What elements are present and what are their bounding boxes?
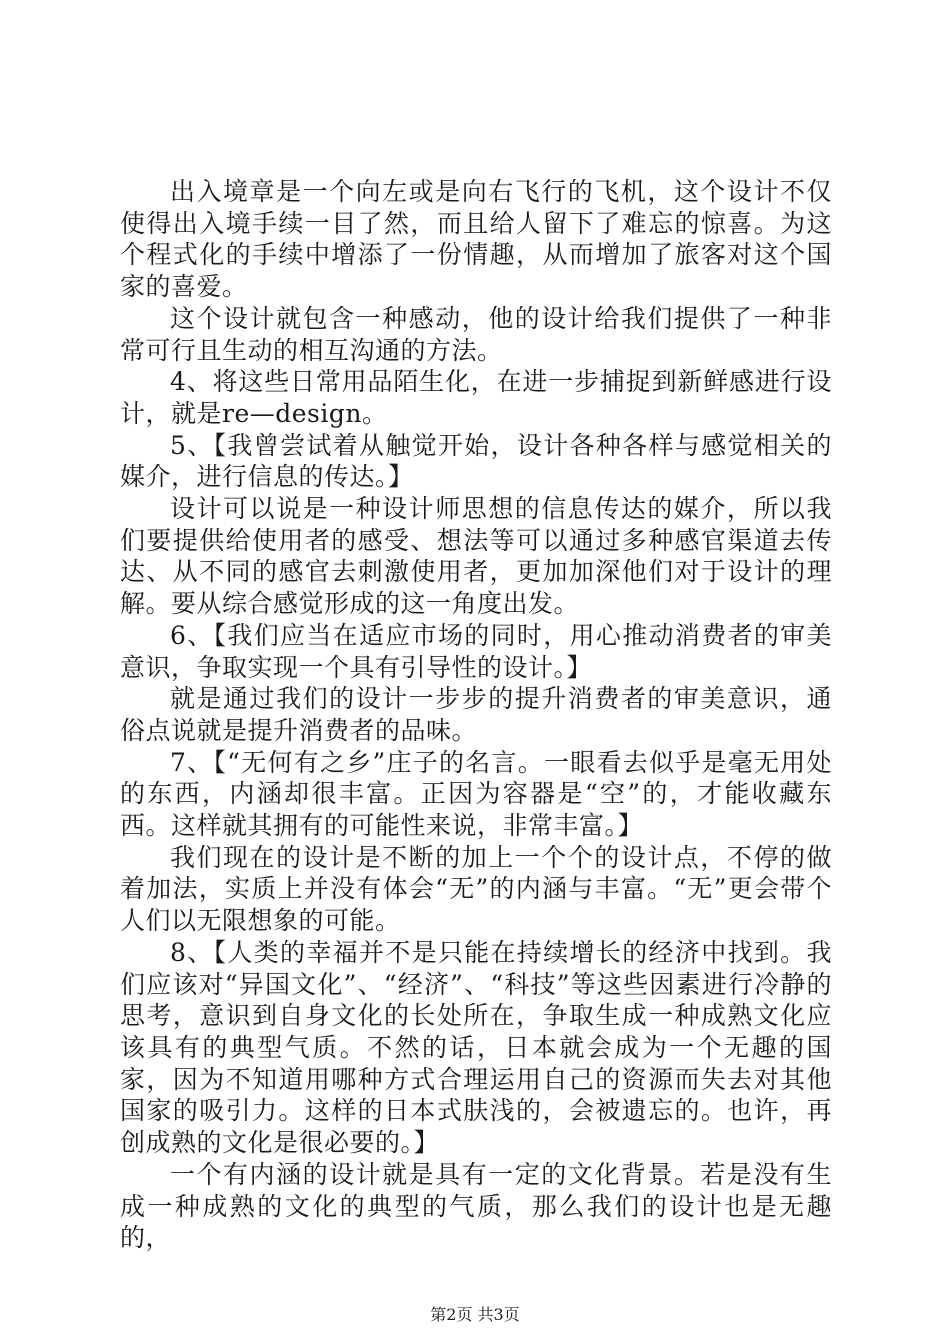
paragraph: 8、【人类的幸福并不是只能在持续增长的经济中找到。我们应该对“异国文化”、“经济”、“科技”等这些因素进行冷静的思考，意识到自身文化的长处所在，争取生成一种成熟文化应该具有的典型气质。不然的话，日本就会成为一个无趣的国家，因为不知道用哪种方式合理运用自己的资源而失去对其他国家的吸引力。这样的日本式肤浅的，会被遗忘的。也许，再创成熟的文化是很必要的。】: [120, 937, 832, 1158]
paragraph: 这个设计就包含一种感动，他的设计给我们提供了一种非常可行且生动的相互沟通的方法。: [120, 303, 832, 365]
paragraph: 6、【我们应当在适应市场的同时，用心推动消费者的审美意识，争取实现一个具有引导性的设计。】: [120, 620, 832, 682]
paragraph: 我们现在的设计是不断的加上一个个的设计点，不停的做着加法，实质上并没有体会“无”的内涵与丰富。“无”更会带个人们以无限想象的可能。: [120, 842, 832, 936]
document-body: [120, 176, 832, 1254]
page-number-footer: 第2页 共3页: [430, 1305, 520, 1324]
paragraph: 5、【我曾尝试着从触觉开始，设计各种各样与感觉相关的媒介，进行信息的传达。】: [120, 430, 832, 492]
paragraph: 设计可以说是一种设计师思想的信息传达的媒介，所以我们要提供给使用者的感受、想法等可以通过多种感官渠道去传达、从不同的感官去刺激使用者，更加加深他们对于设计的理解。要从综合感觉形成的这一角度出发。: [120, 494, 832, 619]
paragraph: 出入境章是一个向左或是向右飞行的飞机，这个设计不仅使得出入境手续一目了然，而且给人留下了难忘的惊喜。为这个程式化的手续中增添了一份情趣，从而增加了旅客对这个国家的喜爱。: [120, 177, 832, 302]
paragraph: 一个有内涵的设计就是具有一定的文化背景。若是没有生成一种成熟的文化的典型的气质，那么我们的设计也是无趣的，: [120, 1159, 832, 1253]
paragraph: 就是通过我们的设计一步步的提升消费者的审美意识，通俗点说就是提升消费者的品味。: [120, 684, 832, 745]
paragraph: 7、【“无何有之乡”庄子的名言。一眼看去似乎是毫无用处的东西，内涵却很丰富。正因为容器是“空”的，才能收藏东西。这样就其拥有的可能性来说，非常丰富。】: [120, 747, 832, 841]
paragraph: 4、将这些日常用品陌生化，在进一步捕捉到新鲜感进行设计，就是re—design。: [120, 367, 832, 428]
